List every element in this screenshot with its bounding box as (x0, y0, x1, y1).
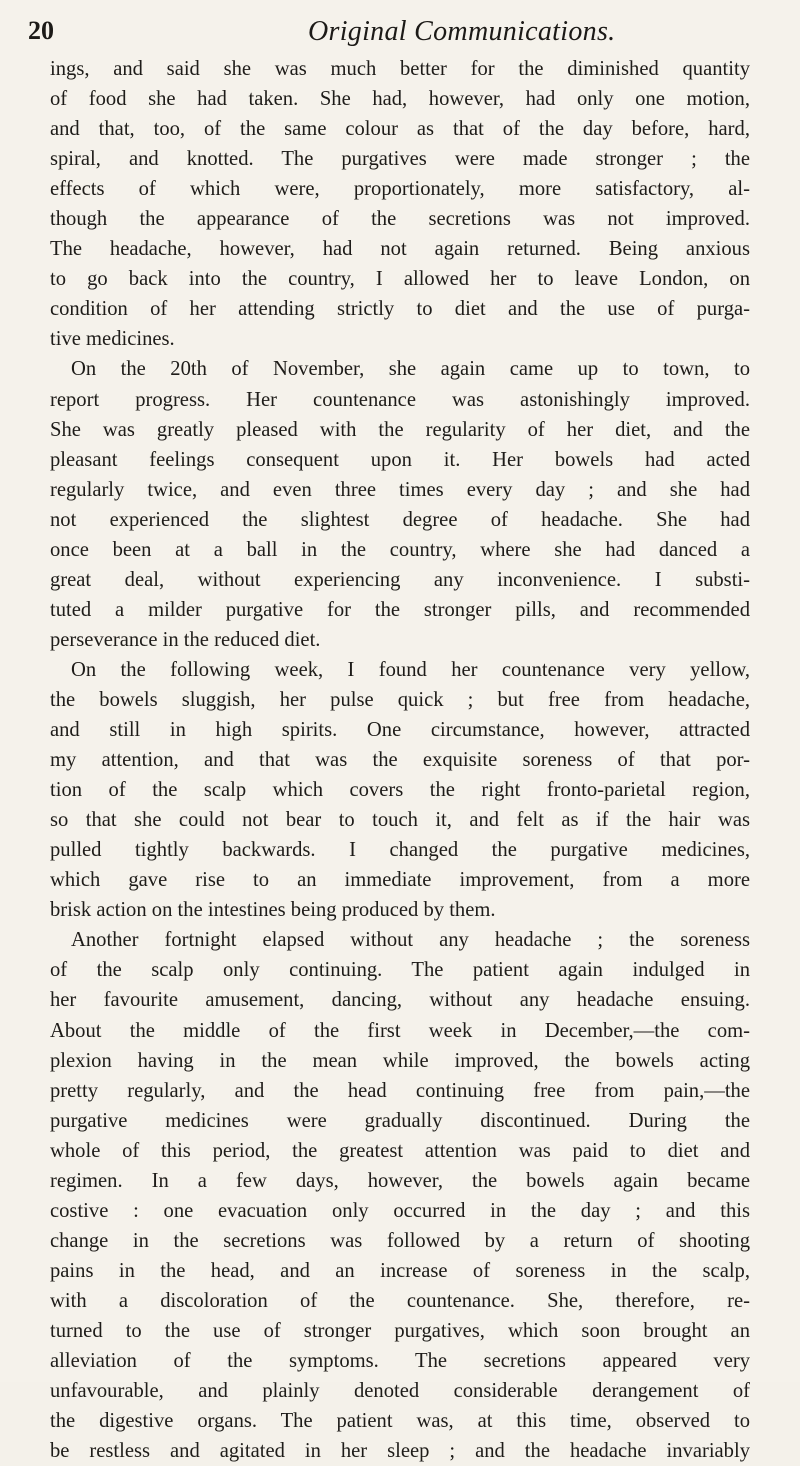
text-line: great deal, without experiencing any inconvenience. I substi- (50, 568, 750, 591)
text-line: On the 20th of November, she again came up to town, to (71, 358, 750, 381)
text-line: perseverance in the reduced diet. (50, 628, 321, 651)
text-line: so that she could not bear to touch it, and felt as if the hair was (50, 809, 750, 832)
text-line: of the scalp only continuing. The patient again indulged in (50, 959, 750, 982)
text-line: costive : one evacuation only occurred in the day ; and this (50, 1199, 750, 1222)
text-line: of food she had taken. She had, however, had only one motion, (50, 88, 750, 111)
text-line: The headache, however, had not again returned. Being anxious (50, 238, 750, 261)
text-line: change in the secretions was followed by a return of shooting (50, 1229, 750, 1252)
text-line: once been at a ball in the country, where she had danced a (50, 538, 750, 561)
text-line: to go back into the country, I allowed her to leave London, on (50, 268, 750, 291)
text-line: be restless and agitated in her sleep ; and the headache invariably (50, 1440, 750, 1463)
text-line: She was greatly pleased with the regularity of her diet, and the (50, 418, 750, 441)
text-line: regularly twice, and even three times every day ; and she had (50, 478, 750, 501)
text-line: the bowels sluggish, her pulse quick ; but free from headache, (50, 688, 750, 711)
text-line: report progress. Her countenance was astonishingly improved. (50, 388, 750, 411)
text-line: pleasant feelings consequent upon it. Her bowels had acted (50, 448, 750, 471)
text-line: my attention, and that was the exquisite soreness of that por- (50, 749, 750, 772)
text-line: turned to the use of stronger purgatives, which soon brought an (50, 1319, 750, 1342)
text-line: tion of the scalp which covers the right fronto-parietal region, (50, 779, 750, 802)
text-line: pretty regularly, and the head continuing free from pain,—the (50, 1079, 750, 1102)
text-line: her favourite amusement, dancing, without any headache ensuing. (50, 989, 750, 1012)
text-line: regimen. In a few days, however, the bowels again became (50, 1169, 750, 1192)
text-line: and still in high spirits. One circumstance, however, attracted (50, 719, 750, 742)
text-line: condition of her attending strictly to diet and the use of purga- (50, 298, 750, 321)
text-line: though the appearance of the secretions was not improved. (50, 208, 750, 231)
text-line: tuted a milder purgative for the stronger pills, and recommended (50, 598, 750, 621)
text-line: On the following week, I found her countenance very yellow, (71, 658, 750, 681)
text-line: whole of this period, the greatest attention was paid to diet and (50, 1139, 750, 1162)
text-line: About the middle of the first week in December,—the com- (50, 1019, 750, 1042)
text-line: and that, too, of the same colour as that of the day before, hard, (50, 118, 750, 141)
text-line: the digestive organs. The patient was, at this time, observed to (50, 1410, 750, 1433)
text-line: effects of which were, proportionately, more satisfactory, al- (50, 178, 750, 201)
text-line: tive medicines. (50, 328, 175, 351)
text-line: pulled tightly backwards. I changed the purgative medicines, (50, 839, 750, 862)
text-line: plexion having in the mean while improved, the bowels acting (50, 1049, 750, 1072)
text-line: brisk action on the intestines being produced by them. (50, 899, 496, 922)
body-text (50, 54, 750, 1466)
running-head: Original Communications. (308, 16, 616, 47)
page-header (28, 10, 780, 54)
text-line: pains in the head, and an increase of soreness in the scalp, (50, 1259, 750, 1282)
text-line: ings, and said she was much better for the diminished quantity (50, 58, 750, 80)
text-line: not experienced the slightest degree of headache. She had (50, 508, 750, 531)
text-line: spiral, and knotted. The purgatives were made stronger ; the (50, 148, 750, 171)
text-line: Another fortnight elapsed without any headache ; the soreness (71, 929, 750, 952)
page-number: 20 (28, 16, 54, 45)
text-line: which gave rise to an immediate improvement, from a more (50, 869, 750, 892)
text-line: with a discoloration of the countenance. She, therefore, re- (50, 1289, 750, 1312)
text-line: unfavourable, and plainly denoted considerable derangement of (50, 1380, 750, 1403)
text-line: alleviation of the symptoms. The secretions appeared very (50, 1350, 750, 1373)
text-line: purgative medicines were gradually discontinued. During the (50, 1109, 750, 1132)
